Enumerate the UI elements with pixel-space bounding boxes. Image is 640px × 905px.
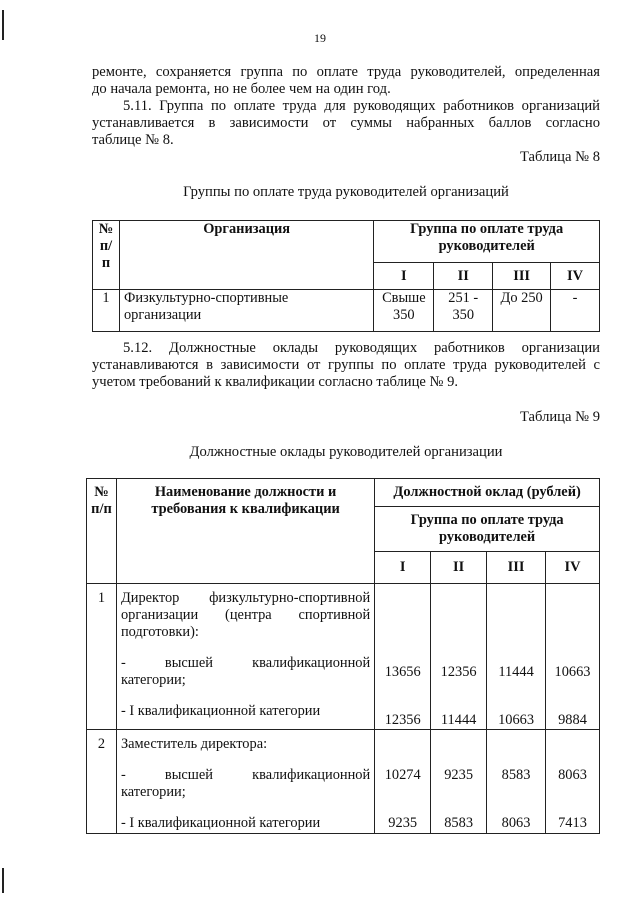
- table-9: [86, 478, 600, 834]
- table-8: [92, 220, 600, 332]
- salary-group-3: 11444 10663: [487, 584, 546, 730]
- table-caption: Таблица № 8: [520, 149, 600, 165]
- paragraph-line: устанавливаются в зависимости от группы по оплате труда руководителей с: [92, 357, 600, 373]
- salary-group-2: 12356 11444: [431, 584, 487, 730]
- group-header-3: III: [487, 552, 546, 584]
- row-number: 2: [87, 730, 117, 834]
- column-header-number: № п/п: [93, 221, 120, 290]
- salary-group-1: 10274 9235: [375, 730, 431, 834]
- paragraph-line: учетом требований к квалификации согласно таблице № 9.: [92, 374, 459, 390]
- table-row: [93, 290, 600, 332]
- group-header-1: I: [374, 263, 434, 290]
- page-number: 19: [314, 31, 326, 45]
- table-title: Должностные оклады руководителей организации: [189, 444, 503, 460]
- table-row: [87, 730, 600, 834]
- paragraph-line: устанавливается в зависимости от суммы набранных баллов согласно: [92, 115, 600, 131]
- table-caption: Таблица № 9: [520, 409, 600, 425]
- organization-name: Физкультурно-спортивные организации: [119, 290, 373, 332]
- group-4-value: -: [551, 290, 600, 332]
- paragraph-line: 5.12. Должностные оклады руководящих работников организации: [123, 340, 600, 356]
- salary-group-3: 8583 8063: [487, 730, 546, 834]
- column-header-group: Группа по оплате труда руководителей: [374, 221, 600, 263]
- group-header-1: I: [375, 552, 431, 584]
- group-header-3: III: [493, 263, 551, 290]
- column-header-organization: Организация: [119, 221, 373, 290]
- column-header-position: Наименование должности и требования к квалификации: [116, 479, 374, 584]
- paragraph-line: ремонте, сохраняется группа по оплате труда руководителей, определенная: [92, 64, 600, 80]
- paragraph-line: до начала ремонта, но не более чем на один год.: [92, 81, 391, 97]
- position-description: Директор физкультурно-спортивной организации (центра спортивной подготовки): - высшей квалификационной категории; - I квалификационной категории: [116, 584, 374, 730]
- row-number: 1: [87, 584, 117, 730]
- group-header-4: IV: [551, 263, 600, 290]
- group-header-2: II: [434, 263, 493, 290]
- column-header-number: № п/п: [87, 479, 117, 584]
- paragraph-line: таблице № 8.: [92, 132, 174, 148]
- column-header-group: Группа по оплате труда руководителей: [375, 507, 600, 552]
- row-number: 1: [93, 290, 120, 332]
- group-header-4: IV: [546, 552, 600, 584]
- paragraph-line: 5.11. Группа по оплате труда для руководящих работников организаций: [123, 98, 600, 114]
- salary-group-4: 10663 9884: [546, 584, 600, 730]
- position-description: Заместитель директора: - высшей квалификационной категории; - I квалификационной категории: [116, 730, 374, 834]
- column-header-salary: Должностной оклад (рублей): [375, 479, 600, 507]
- salary-group-4: 8063 7413: [546, 730, 600, 834]
- scan-edge-mark: [2, 868, 4, 893]
- table-title: Группы по оплате труда руководителей организаций: [183, 184, 509, 200]
- group-2-value: 251 - 350: [434, 290, 493, 332]
- salary-group-1: 13656 12356: [375, 584, 431, 730]
- table-row: [87, 584, 600, 730]
- group-header-2: II: [431, 552, 487, 584]
- group-3-value: До 250: [493, 290, 551, 332]
- salary-group-2: 9235 8583: [431, 730, 487, 834]
- group-1-value: Свыше 350: [374, 290, 434, 332]
